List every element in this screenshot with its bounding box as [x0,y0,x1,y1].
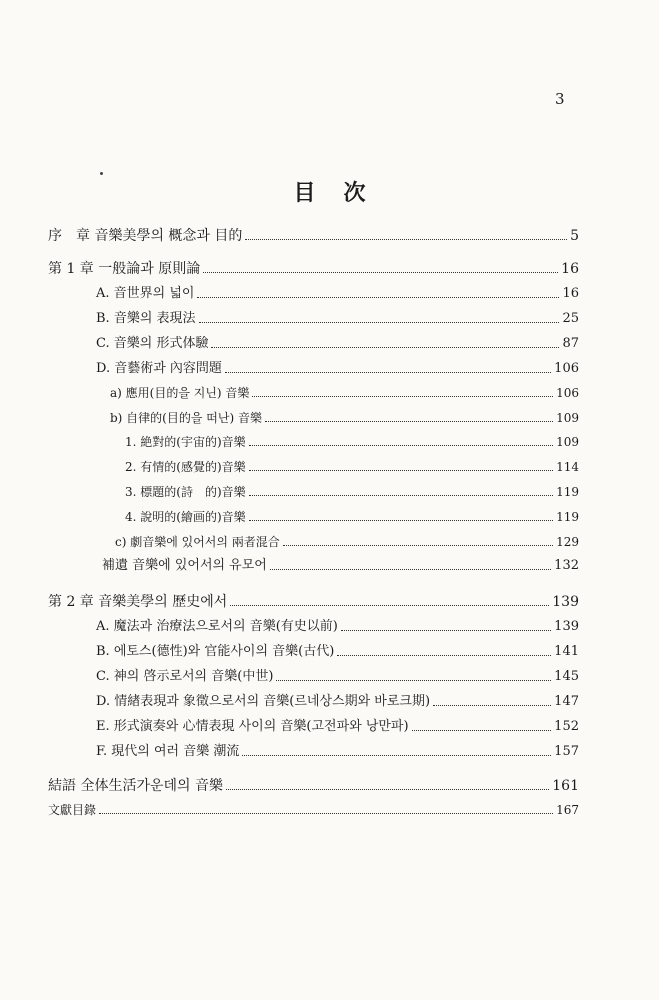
toc-entry-page: 114 [556,460,579,474]
toc-entry-page: 157 [554,744,579,759]
toc-entry-epilogue [48,776,579,796]
toc-entry-label: 補遺 音樂에 있어서의 유모어 [102,558,267,573]
toc-entry-label: E. 形式演奏와 心情表現 사이의 音樂(고전파와 낭만파) [96,719,409,734]
toc-entry-label: 1. 絶對的(宇宙的)音樂 [125,435,246,449]
toc-entry [96,359,579,379]
toc-entry-page: 141 [554,644,579,659]
leader-dots [265,420,553,422]
leader-dots [245,238,567,240]
leader-dots [249,494,553,496]
toc-entry-label: 序 章 音樂美學의 概念과 目的 [48,228,243,244]
toc-entry [125,432,579,452]
toc-entry [96,284,579,304]
leader-dots [203,271,558,273]
toc-entry-page: 139 [552,594,579,610]
title-char-2: 次 [343,180,366,206]
leader-dots [226,788,549,790]
toc-entry-label: D. 音藝術과 內容問題 [96,361,222,376]
toc-entry-label: B. 音樂의 表現法 [96,311,196,326]
leader-dots [433,704,551,706]
leader-dots [249,519,553,521]
toc-entry [102,556,579,576]
toc-entry-label: A. 魔法과 治療法으로서의 音樂(有史以前) [96,619,338,634]
toc-entry-label: 2. 有情的(感覺的)音樂 [125,460,246,474]
toc-entry-page: 139 [554,619,579,634]
leader-dots [242,754,551,756]
toc-entry-page: 106 [554,361,579,376]
toc-entry-page: 119 [556,510,579,524]
leader-dots [337,654,551,656]
toc-entry [125,507,579,527]
toc-entry-label: b) 自律的(目的을 떠난) 音樂 [110,411,262,425]
toc-entry-page: 16 [562,286,579,301]
toc-entry-label: 3. 標題的(詩 的)音樂 [125,485,246,499]
leader-dots [412,729,552,731]
toc-entry-label: c) 劇音樂에 있어서의 兩者混合 [115,535,280,549]
toc-entry-label: C. 音樂의 形式体驗 [96,336,209,351]
toc-entry [96,692,579,712]
leader-dots [249,469,553,471]
toc-entry-page: 129 [556,535,579,549]
title-char-1: 目 [293,180,316,206]
toc-entry [96,642,579,662]
toc-entry-label: 結語 全体生活가운데의 音樂 [48,778,223,794]
toc-entry [96,334,579,354]
leader-dots [99,812,553,814]
toc-entry-page: 119 [556,485,579,499]
toc-entry-label: D. 情緖表現과 象徵으로서의 音樂(르네상스期와 바로크期) [96,694,431,709]
toc-entry-label: 第 1 章 一般論과 原則論 [48,261,201,277]
toc-entry-page: 16 [561,261,579,277]
leader-dots [283,544,553,546]
toc-entry-label: B. 에토스(德性)와 官能사이의 音樂(古代) [96,644,335,659]
leader-dots [270,568,551,570]
toc-entry-label: 第 2 章 音樂美學의 歷史에서 [48,594,228,610]
leader-dots [225,371,551,373]
toc-entry-label: A. 音世界의 넓이 [96,286,195,301]
toc-entry-page: 145 [554,669,579,684]
toc-entry-label: a) 應用(目的을 지닌) 音樂 [110,386,250,400]
toc-entry [96,717,579,737]
toc-entry-page: 152 [554,719,579,734]
toc-entry [125,457,579,477]
toc-entry-page: 106 [556,386,579,400]
toc-entry-label: 4. 說明的(繪画的)音樂 [125,510,246,524]
toc-entry-page: 87 [562,336,579,351]
toc-entry [125,482,579,502]
toc-entry-page: 132 [554,558,579,573]
leader-dots [276,679,551,681]
toc-entry-page: 167 [556,803,579,817]
toc-entry-label: F. 現代의 여러 音樂 潮流 [96,744,240,759]
toc-entry-bibliography [48,800,579,820]
toc-entry-label: 文獻目錄 [48,803,97,817]
toc-entry [96,309,579,329]
page-title [0,176,659,207]
leader-dots [230,604,549,606]
leader-dots [341,629,551,631]
toc-entry-chapter-1 [48,259,579,279]
page-number: 3 [555,90,565,108]
toc-entry [96,667,579,687]
toc-entry-page: 109 [556,411,579,425]
toc-entry-chapter-2 [48,592,579,612]
leader-dots [197,296,559,298]
toc-entry-page: 147 [554,694,579,709]
toc-entry-page: 109 [556,435,579,449]
print-speck [100,172,103,175]
toc-entry-prologue [48,226,579,246]
toc-entry-page: 25 [562,311,579,326]
toc-entry-label: C. 神의 啓示로서의 音樂(中世) [96,669,274,684]
leader-dots [199,321,560,323]
toc-entry [115,532,579,552]
toc-entry-page: 161 [552,778,579,794]
toc-entry-page: 5 [570,228,579,244]
leader-dots [252,395,553,397]
toc-entry [96,742,579,762]
leader-dots [249,444,553,446]
toc-entry [110,408,579,428]
toc-entry [96,617,579,637]
leader-dots [211,346,559,348]
toc-entry [110,383,579,403]
